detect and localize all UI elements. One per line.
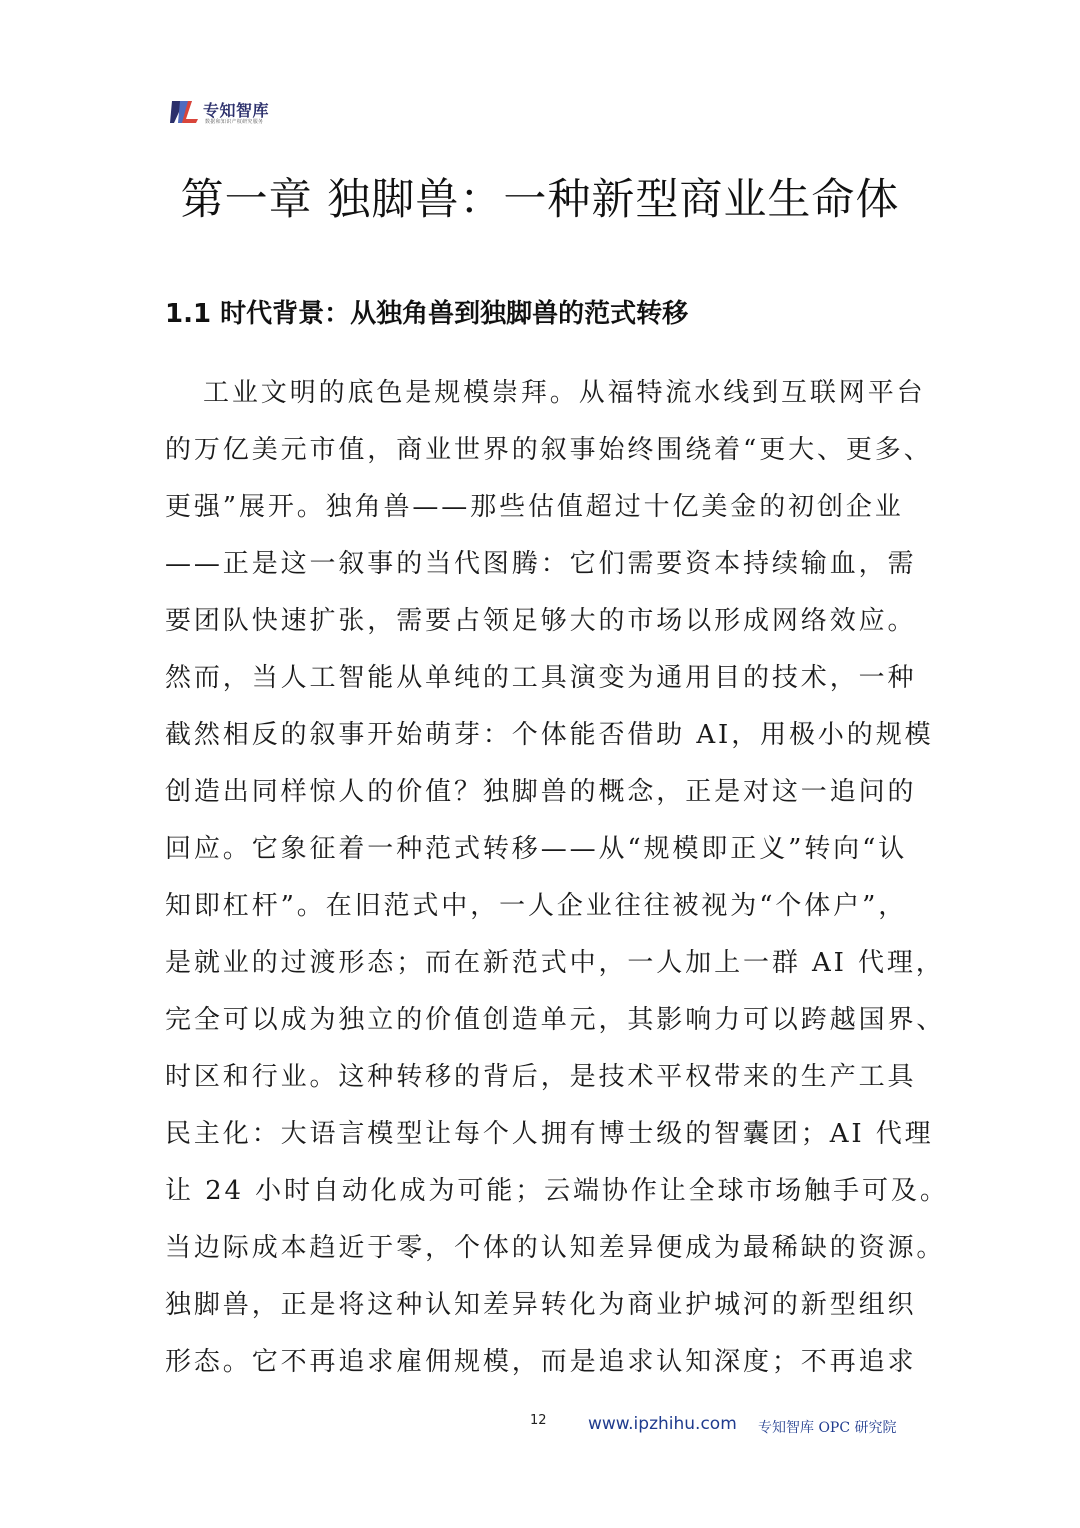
body-line: 的万亿美元市值，商业世界的叙事始终围绕着“更大、更多、: [165, 435, 933, 465]
chapter-title: 第一章 独脚兽：一种新型商业生命体: [180, 175, 900, 225]
body-line: 知即杠杆”。在旧范式中，一人企业往往被视为“个体户”，: [165, 891, 908, 921]
body-line: 当边际成本趋近于零，个体的认知差异便成为最稀缺的资源。: [165, 1233, 946, 1263]
body-line: 截然相反的叙事开始萌芽：个体能否借助 AI，用极小的规模: [165, 720, 934, 750]
body-line: 完全可以成为独立的价值创造单元，其影响力可以跨越国界、: [165, 1005, 946, 1035]
body-line: 时区和行业。这种转移的背后，是技术平权带来的生产工具: [165, 1062, 917, 1092]
zl-logo-icon: [170, 98, 200, 126]
body-line: 要团队快速扩张，需要占领足够大的市场以形成网络效应。: [165, 606, 917, 636]
body-line: 民主化：大语言模型让每个人拥有博士级的智囊团；AI 代理: [165, 1119, 934, 1149]
body-line: 独脚兽，正是将这种认知差异转化为商业护城河的新型组织: [165, 1290, 917, 1320]
body-line: 是就业的过渡形态；而在新范式中，一人加上一群 AI 代理，: [165, 948, 945, 978]
body-line: 让 24 小时自动化成为可能；云端协作让全球市场触手可及。: [165, 1176, 949, 1206]
body-line: 工业文明的底色是规模崇拜。从福特流水线到互联网平台: [203, 378, 926, 408]
footer-org: 专知智库 OPC 研究院: [758, 1420, 897, 1436]
body-line: 然而，当人工智能从单纯的工具演变为通用目的技术，一种: [165, 663, 917, 693]
body-line: 回应。它象征着一种范式转移——从“规模即正义”转向“认: [165, 834, 908, 864]
body-line: ——正是这一叙事的当代图腾：它们需要资本持续输血，需: [165, 549, 917, 579]
page-number: 12: [530, 1413, 547, 1428]
body-line: 更强”展开。独角兽——那些估值超过十亿美金的初创企业: [165, 492, 904, 522]
body-paragraph: [165, 365, 949, 1391]
header-logo: [170, 96, 310, 130]
section-title: 1.1 时代背景：从独角兽到独脚兽的范式转移: [165, 299, 689, 329]
body-line: 形态。它不再追求雇佣规模，而是追求认知深度；不再追求: [165, 1347, 917, 1377]
body-line: 创造出同样惊人的价值？独脚兽的概念，正是对这一追问的: [165, 777, 917, 807]
footer-url-link[interactable]: www.ipzhihu.com: [588, 1414, 737, 1434]
logo-name: 专知智库: [203, 101, 270, 120]
logo-tagline: 数据和知识产权研究服务: [205, 119, 264, 125]
